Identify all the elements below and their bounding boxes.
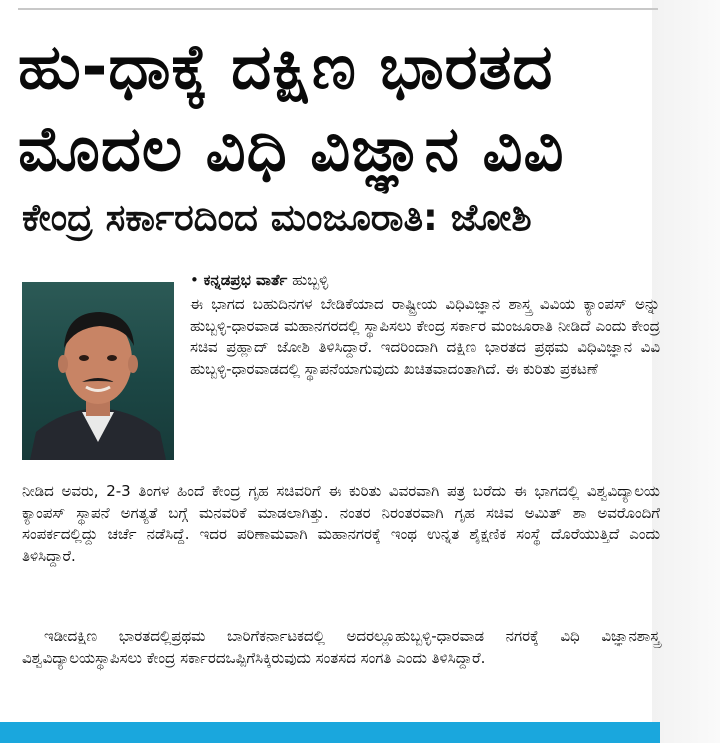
bottom-color-bar: [0, 722, 660, 743]
body-paragraph-1: ಈ ಭಾಗದ ಬಹುದಿನಗಳ ಬೇಡಿಕೆಯಾದ ರಾಷ್ಟ್ರೀಯ ವಿಧಿವಿಜ್ಞಾನ ಶಾಸ್ತ್ರ ವಿವಿಯ ಕ್ಯಾಂಪಸ್ ಅನ್ನು ಹುಬ್ಬಳ್ಳಿ-ಧಾರವಾಡ ಮಹಾನಗರದಲ್ಲಿ ಸ್ಥಾಪಿಸಲು ಕೇಂದ್ರ ಸರ್ಕಾರ ಮಂಜೂರಾತಿ ನೀಡಿದೆ ಎಂದು ಕೇಂದ್ರ ಸಚಿವ ಪ್ರಹ್ಲಾದ್ ಜೋಶಿ ತಿಳಿಸಿದ್ದಾರೆ. ಇದರಿಂದಾಗಿ ದಕ್ಷಿಣ ಭಾರತದ ಪ್ರಥಮ ವಿಧಿವಿಜ್ಞಾನ ವಿವಿ ಹುಬ್ಬಳ್ಳಿ-ಧಾರವಾಡದಲ್ಲಿ ಸ್ಥಾಪನೆಯಾಗುವುದು ಖಚಿತವಾದಂತಾಗಿದೆ. ಈ ಕುರಿತು ಪ್ರಕಟಣೆ: [190, 295, 660, 378]
dateline-place: ಹುಬ್ಬಳ್ಳಿ: [292, 271, 329, 289]
headline: [18, 26, 678, 190]
portrait-photo: [22, 282, 174, 460]
subheadline: ಕೇಂದ್ರ ಸರ್ಕಾರದಿಂದ ಮಂಜೂರಾತಿ: ಜೋಶಿ: [22, 196, 532, 239]
headline-line-1: ಹು-ಧಾಕ್ಕೆ ದಕ್ಷಿಣ ಭಾರತದ: [18, 30, 554, 103]
portrait-illustration: [22, 282, 174, 460]
dateline: [190, 270, 328, 290]
headline-line-2: ಮೊದಲ ವಿಧಿ ವಿಜ್ಞಾನ ವಿವಿ: [18, 112, 565, 185]
top-rule-divider: [18, 8, 658, 10]
body-paragraph-2: ನೀಡಿದ ಅವರು, 2-3 ತಿಂಗಳ ಹಿಂದೆ ಕೇಂದ್ರ ಗೃಹ ಸಚಿವರಿಗೆ ಈ ಕುರಿತು ವಿವರವಾಗಿ ಪತ್ರ ಬರೆದು ಈ ಭಾಗದಲ್ಲಿ ವಿಶ್ವವಿದ್ಯಾಲಯ ಕ್ಯಾಂಪಸ್ ಸ್ಥಾಪನೆ ಅಗತ್ಯತೆ ಬಗ್ಗೆ ಮನವರಿಕೆ ಮಾಡಲಾಗಿತ್ತು. ನಂತರ ನಿರಂತರವಾಗಿ ಗೃಹ ಸಚಿವ ಅಮಿತ್ ಶಾ ಅವರೊಂದಿಗೆ ಸಂಪರ್ಕದಲ್ಲಿದ್ದು ಚರ್ಚೆ ನಡೆಸಿದ್ದೆ. ಇದರ ಪರಿಣಾಮವಾಗಿ ಮಹಾನಗರಕ್ಕೆ ಇಂಥ ಉನ್ನತ ಶೈಕ್ಷಣಿಕ ಸಂಸ್ಥೆ ದೊರೆಯುತ್ತಿದೆ ಎಂದು ತಿಳಿಸಿದ್ದಾರೆ.: [22, 482, 660, 565]
body-paragraph-3: ಇಡೀದಕ್ಷಿಣ ಭಾರತದಲ್ಲಿಪ್ರಥಮ ಬಾರಿಗೆಕರ್ನಾಟಕದಲ್ಲಿ ಅದರಲ್ಲೂಹುಬ್ಬಳ್ಳಿ-ಧಾರವಾಡ ನಗರಕ್ಕೆ ವಿಧಿ ವಿಜ್ಞಾನಶಾಸ್ತ್ರ ವಿಶ್ವವಿದ್ಯಾಲಯಸ್ಥಾಪಿಸಲು ಕೇಂದ್ರ ಸರ್ಕಾರದಒಪ್ಪಿಗೆಸಿಕ್ಕಿರುವುದು ಸಂತಸದ ಸಂಗತಿ ಎಂದು ತಿಳಿಸಿದ್ದಾರೆ.: [22, 627, 660, 667]
dateline-source: ಕನ್ನಡಪ್ರಭ ವಾರ್ತೆ: [203, 271, 288, 289]
dateline-bullet: •: [190, 271, 199, 289]
